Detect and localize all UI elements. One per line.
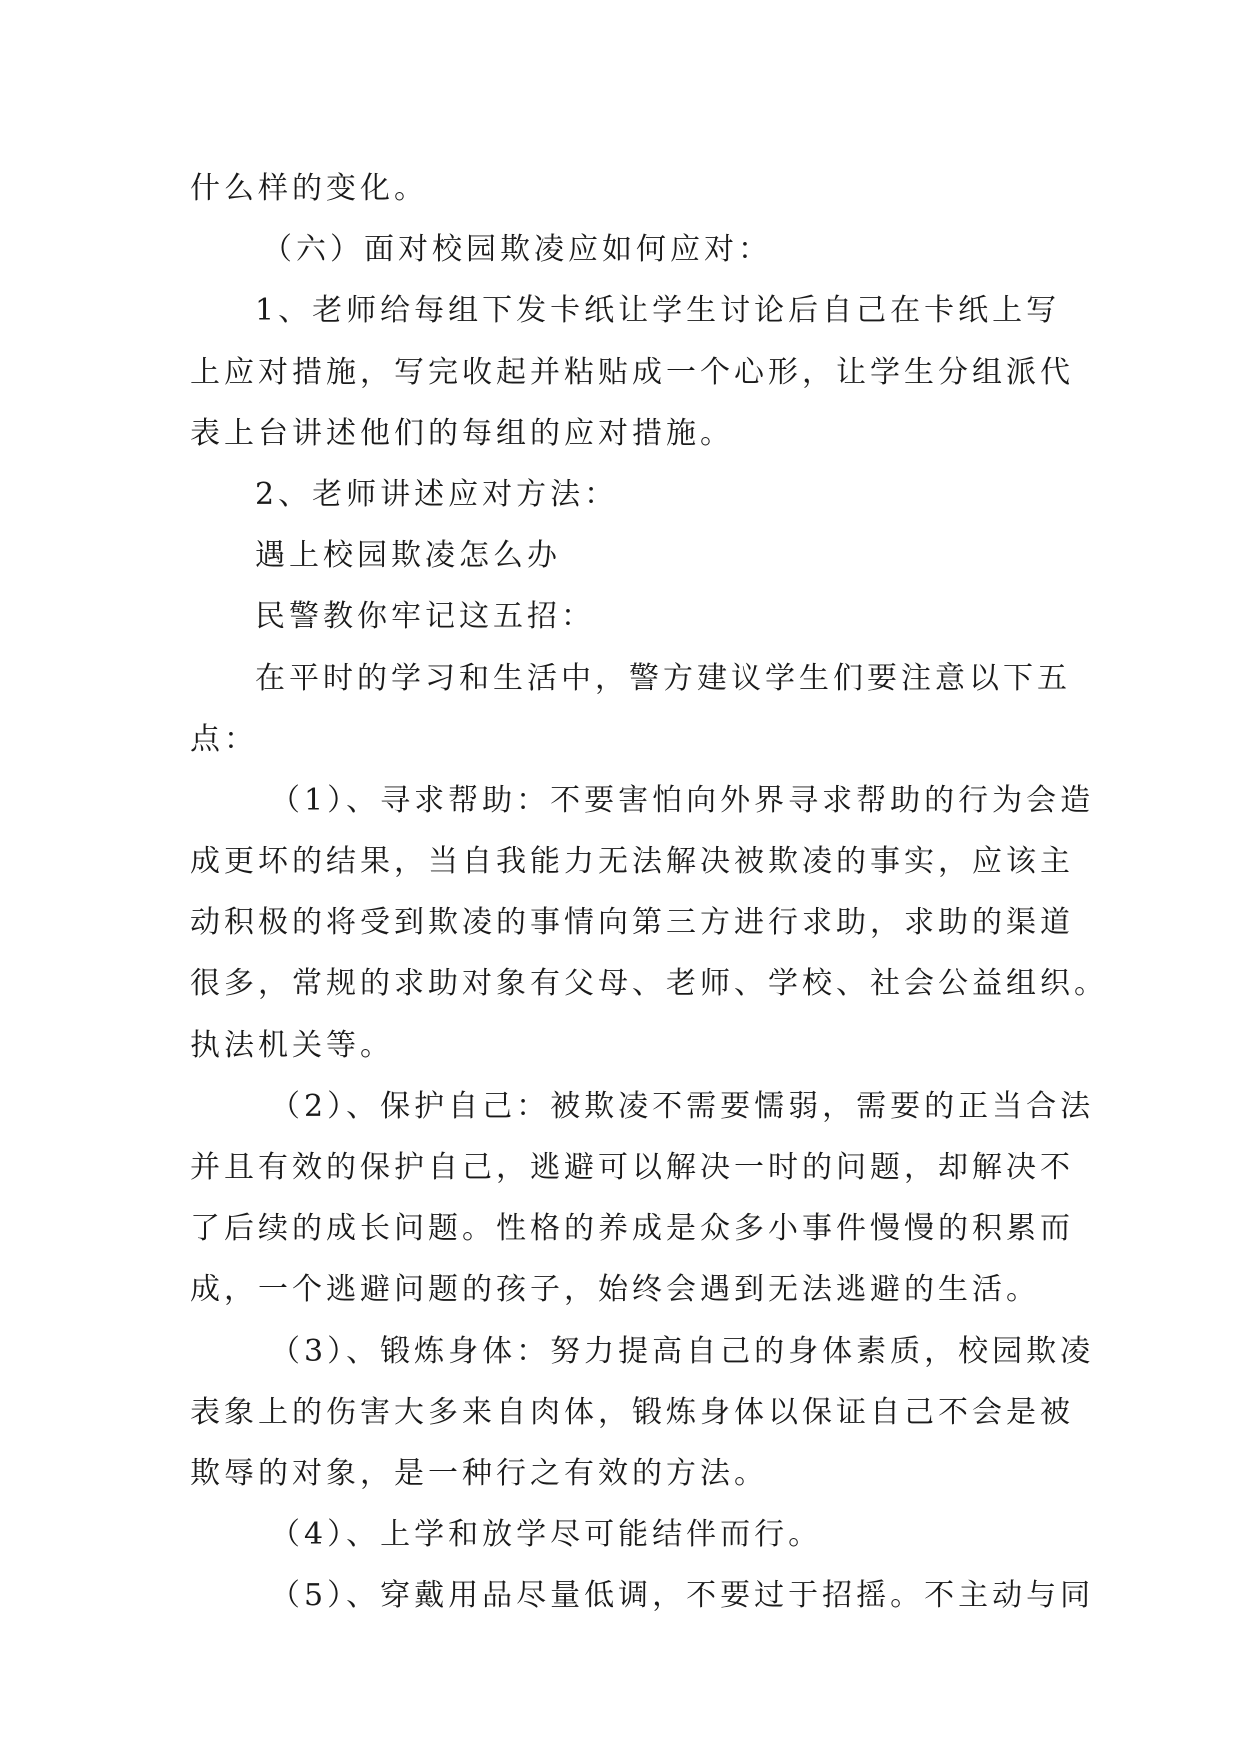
- text-line: 执法机关等。: [190, 1027, 394, 1063]
- text-line: （3）、锻炼身体：努力提高自己的身体素质，校园欺凌: [270, 1333, 1095, 1369]
- text-line: 欺辱的对象，是一种行之有效的方法。: [190, 1455, 768, 1491]
- text-line: 上应对措施，写完收起并粘贴成一个心形，让学生分组派代: [190, 354, 1074, 390]
- text-line: 1、老师给每组下发卡纸让学生讨论后自己在卡纸上写: [255, 293, 1061, 329]
- text-line: 并且有效的保护自己，逃避可以解决一时的问题，却解决不: [190, 1150, 1074, 1185]
- text-line: 成，一个逃避问题的孩子，始终会遇到无法逃避的生活。: [190, 1272, 1040, 1308]
- document-body: [190, 158, 1108, 1627]
- text-line: （六）面对校园欺凌应如何应对：: [262, 232, 772, 268]
- text-line: 动积极的将受到欺凌的事情向第三方进行求助，求助的渠道: [190, 905, 1074, 941]
- text-line: 很多，常规的求助对象有父母、老师、学校、社会公益组织。: [190, 966, 1108, 1002]
- text-line: 成更坏的结果，当自我能力无法解决被欺凌的事实，应该主: [190, 844, 1074, 880]
- text-line: （4）、上学和放学尽可能结伴而行。: [270, 1517, 823, 1553]
- text-line: 表象上的伤害大多来自肉体，锻炼身体以保证自己不会是被: [190, 1394, 1074, 1430]
- text-line: （5）、穿戴用品尽量低调，不要过于招摇。不主动与同: [270, 1578, 1095, 1614]
- text-line: 遇上校园欺凌怎么办: [255, 538, 561, 574]
- text-line: 民警教你牢记这五招：: [255, 599, 595, 635]
- text-line: 表上台讲述他们的每组的应对措施。: [190, 415, 734, 451]
- text-line: （2）、保护自己：被欺凌不需要懦弱，需要的正当合法: [270, 1088, 1095, 1124]
- text-line: 了后续的成长问题。性格的养成是众多小事件慢慢的积累而: [190, 1211, 1074, 1247]
- text-line: （1）、寻求帮助：不要害怕向外界寻求帮助的行为会造: [270, 782, 1095, 818]
- text-line: 2、老师讲述应对方法：: [255, 476, 619, 512]
- text-line: 在平时的学习和生活中，警方建议学生们要注意以下五: [255, 660, 1071, 696]
- text-line: 什么样的变化。: [190, 171, 428, 206]
- text-line: 点：: [190, 721, 258, 757]
